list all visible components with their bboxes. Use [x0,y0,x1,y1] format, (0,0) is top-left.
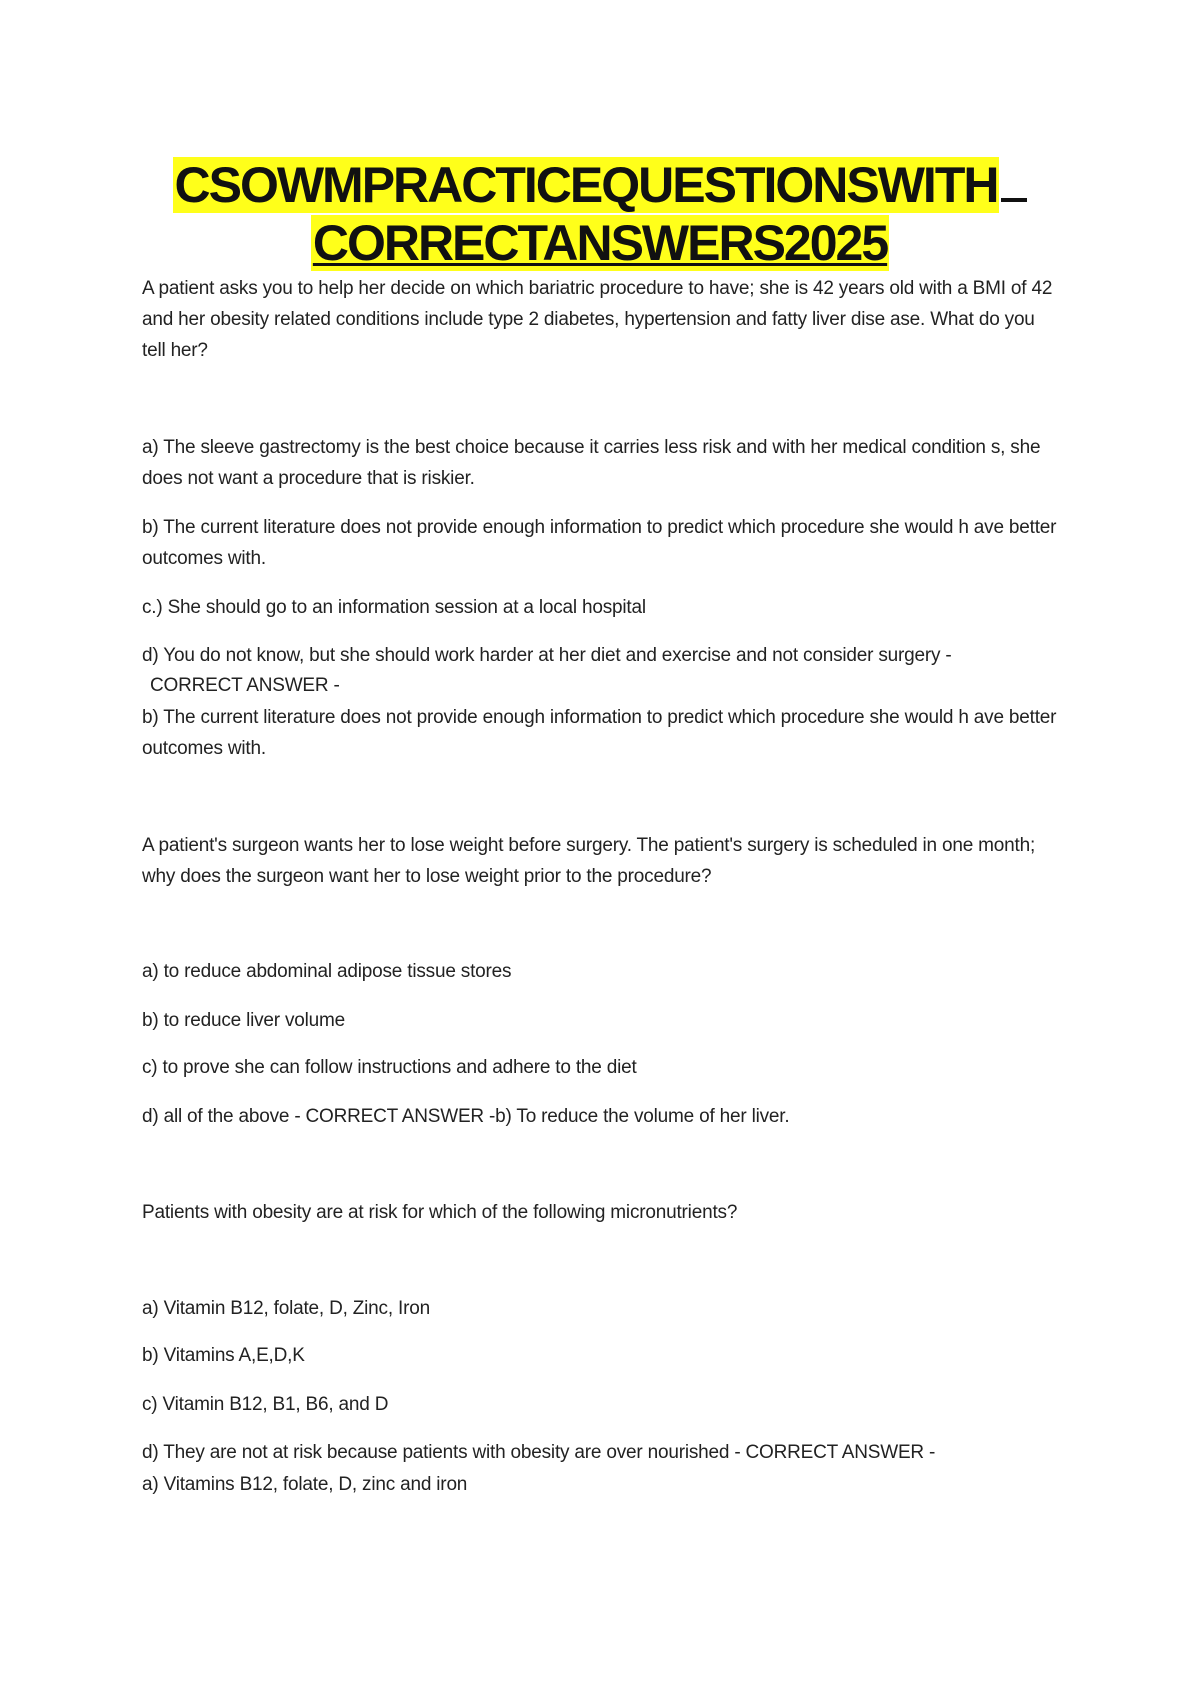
title-highlight-2: CORRECTANSWERS2025 [312,215,888,271]
question-2-stem: A patient's surgeon wants her to lose weight before surgery. The patient's surgery is scheduled in one month; why does the surgeon want her to lose weight prior to the procedure? [142,835,1036,887]
question-3-option-b: b) Vitamins A,E,D,K [142,1345,305,1366]
document-title-line-1 [0,154,1200,214]
question-3-option-d: d) They are not at risk because patients with obesity are over nourished - CORRECT ANSWER - [142,1442,936,1463]
title-underscore [1001,154,1027,202]
question-3-option-a: a) Vitamin B12, folate, D, Zinc, Iron [142,1298,430,1319]
question-1-option-b: b) The current literature does not provide enough information to predict which procedure she would h ave better outcomes with. [142,517,1057,569]
question-2-option-d: d) all of the above - CORRECT ANSWER -b) To reduce the volume of her liver. [142,1106,790,1127]
question-1-option-d: d) You do not know, but she should work harder at her diet and exercise and not consider surgery - [142,645,952,666]
title-highlight-1: CSOWMPRACTICEQUESTIONSWITH [174,157,998,213]
question-2-option-a: a) to reduce abdominal adipose tissue stores [142,961,512,982]
question-2-option-c: c) to prove she can follow instructions and adhere to the diet [142,1057,637,1078]
question-1-option-c: c.) She should go to an information session at a local hospital [142,597,646,618]
question-1-stem: A patient asks you to help her decide on which bariatric procedure to have; she is 42 years old with a BMI of 42 and her obesity related conditions include type 2 diabetes, hypertension and fatty liver dise ase. What do you tell her? [142,278,1053,361]
question-1-option-a: a) The sleeve gastrectomy is the best choice because it carries less risk and with her medical condition s, she does not want a procedure that is riskier. [142,437,1041,489]
question-1-answer: b) The current literature does not provide enough information to predict which procedure she would h ave better outcomes with. [142,707,1057,759]
question-3-option-c: c) Vitamin B12, B1, B6, and D [142,1394,389,1415]
question-2-option-b: b) to reduce liver volume [142,1010,346,1031]
document-title-line-2 [0,214,1200,272]
question-3-answer: a) Vitamins B12, folate, D, zinc and iron [142,1474,468,1495]
question-3-stem: Patients with obesity are at risk for which of the following micronutrients? [142,1202,738,1223]
question-1-answer-label: CORRECT ANSWER - [150,675,340,696]
